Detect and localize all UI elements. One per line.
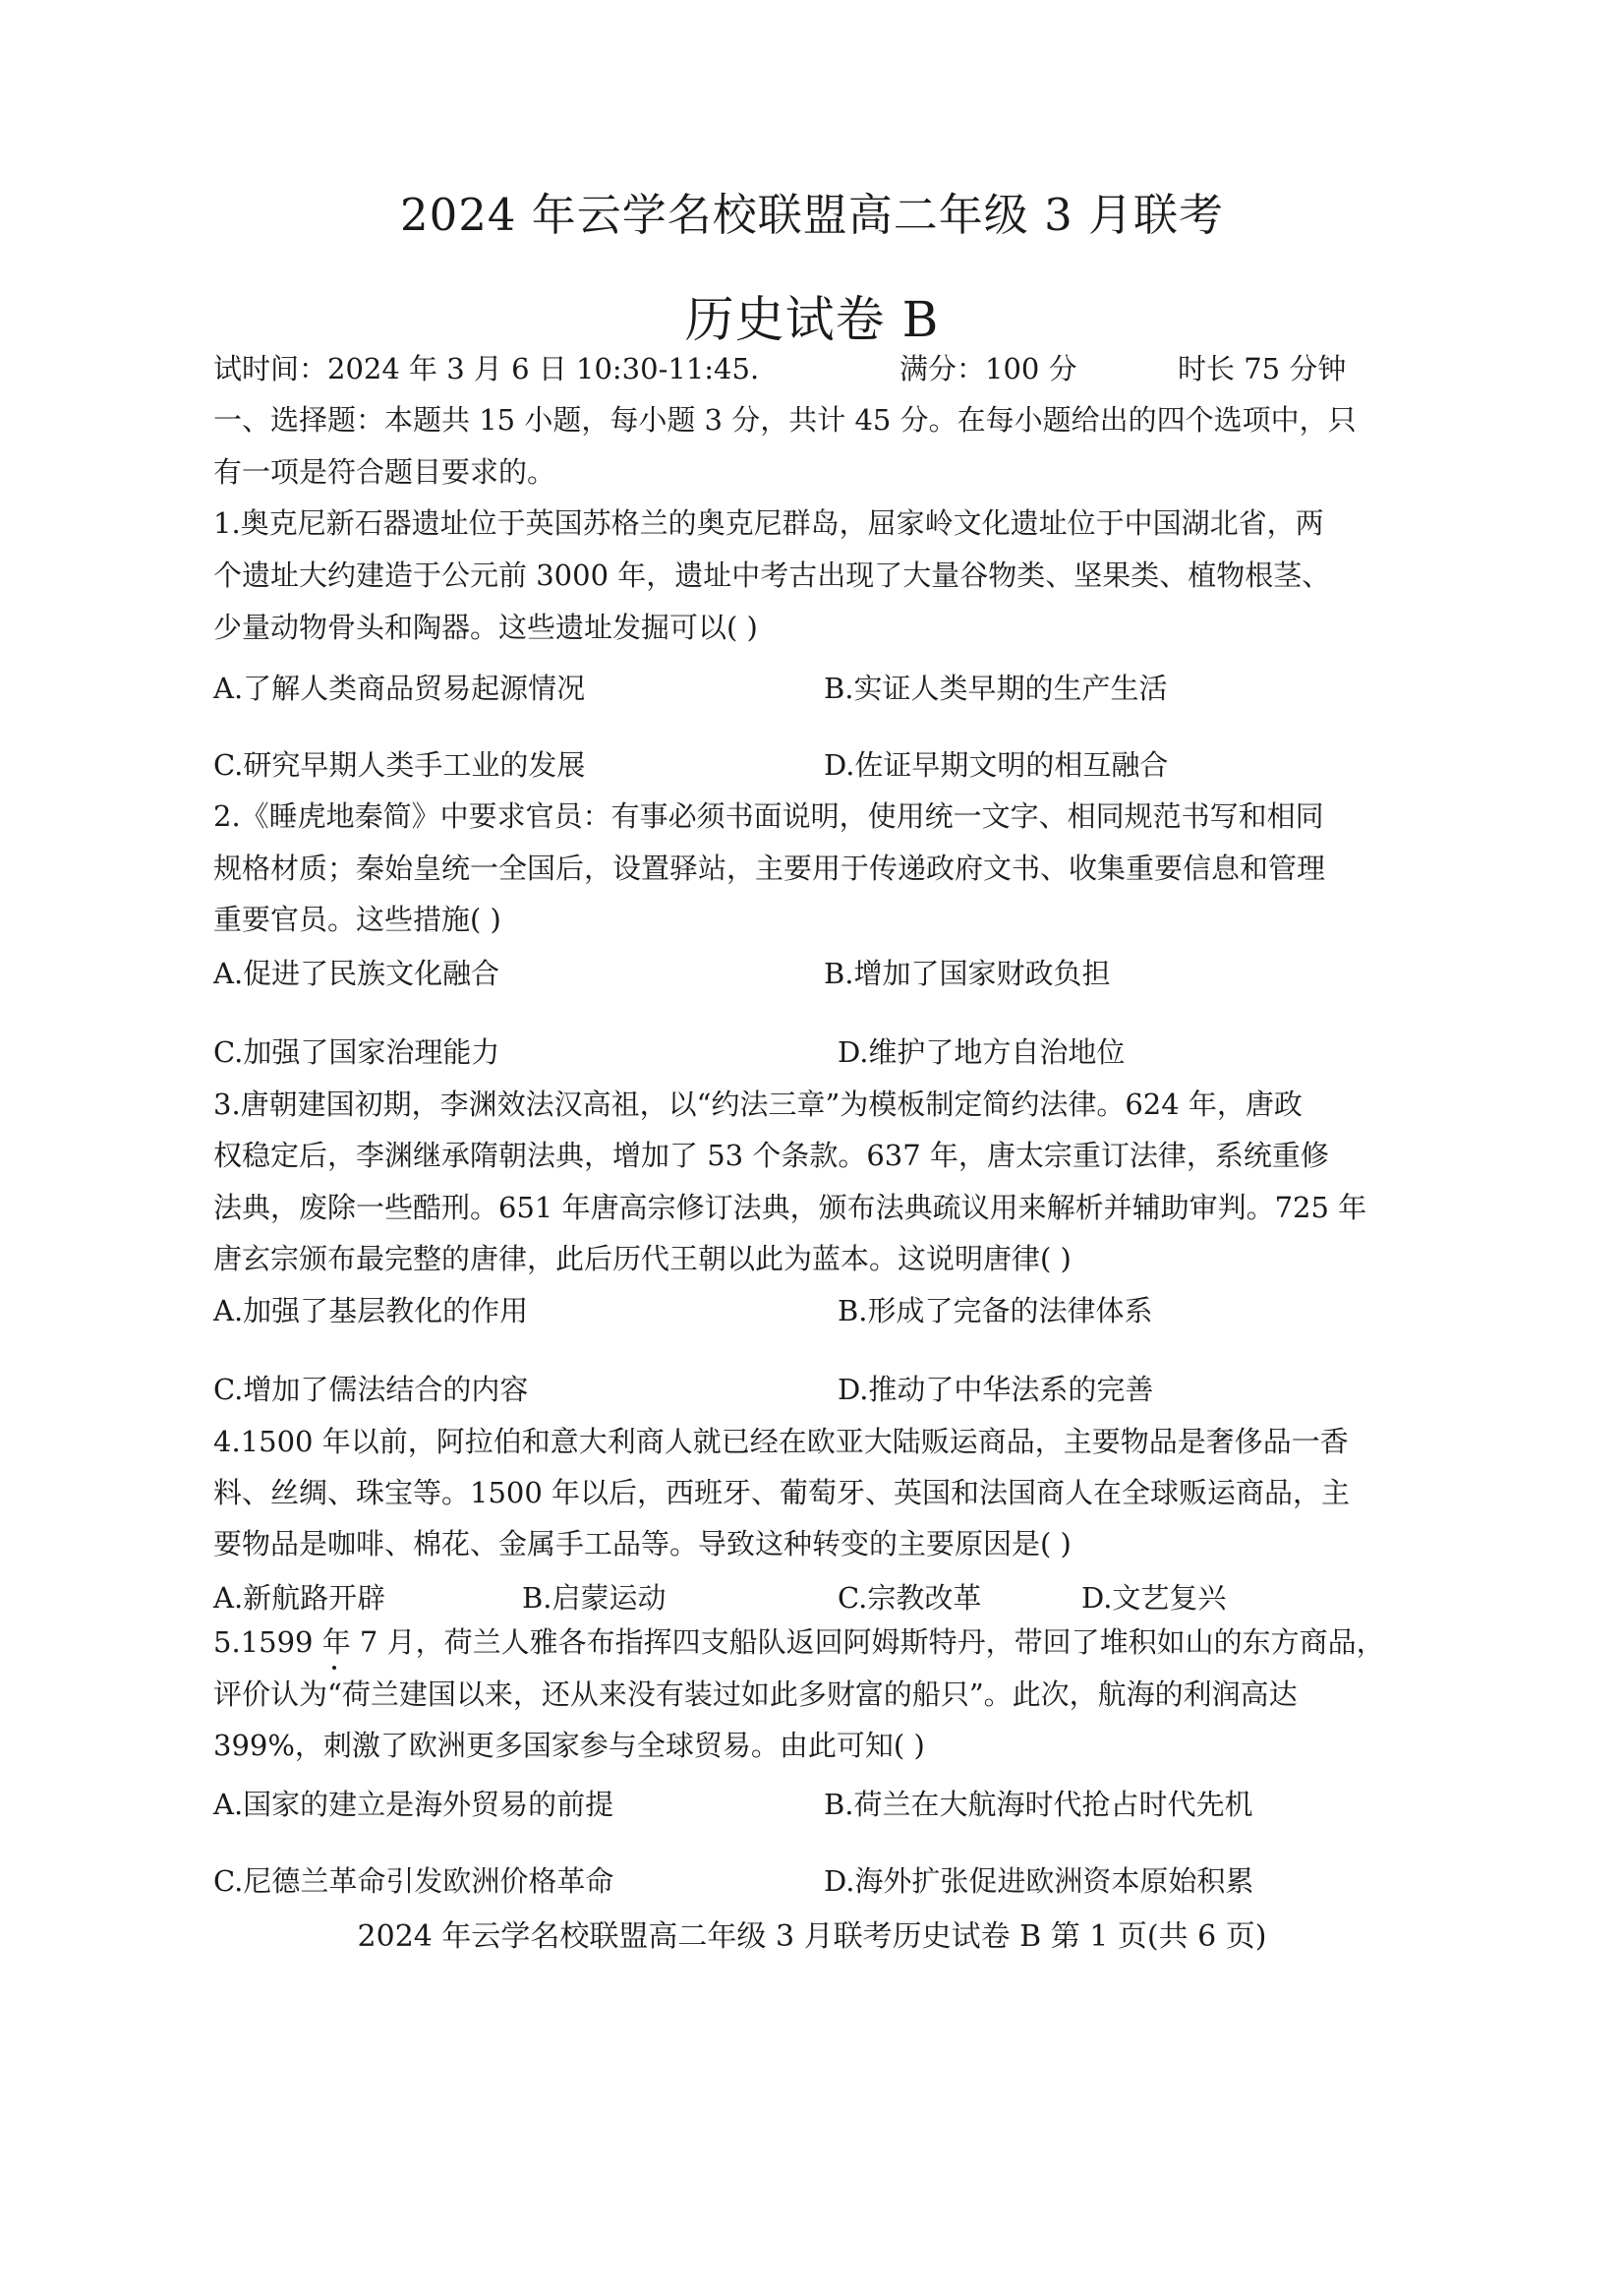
option-b: B.实证人类早期的生产生活 xyxy=(824,672,1168,705)
question-text-line: 少量动物骨头和陶器。这些遗址发掘可以( ) xyxy=(213,611,758,644)
section-instruction-line: 有一项是符合题目要求的。 xyxy=(213,455,556,489)
option-a: A.促进了民族文化融合 xyxy=(213,957,500,990)
duration: 时长 75 分钟 xyxy=(1178,352,1347,385)
option-d: D.推动了中华法系的完善 xyxy=(838,1373,1154,1406)
question-text-line: 个遗址大约建造于公元前 3000 年，遗址中考古出现了大量谷物类、坚果类、植物根茎、 xyxy=(213,559,1331,592)
page-footer: 2024 年云学名校联盟高二年级 3 月联考历史试卷 B 第 1 页(共 6 页) xyxy=(357,1919,1267,1954)
question-text-line: 重要官员。这些措施( ) xyxy=(213,903,501,936)
exam-title: 2024 年云学名校联盟高二年级 3 月联考 xyxy=(399,189,1225,241)
option-a: A.国家的建立是海外贸易的前提 xyxy=(213,1788,614,1821)
option-d: D.佐证早期文明的相互融合 xyxy=(824,748,1169,782)
full-score: 满分：100 分 xyxy=(899,352,1077,385)
question-text-line: 1.奥克尼新石器遗址位于英国苏格兰的奥克尼群岛，屈家岭文化遗址位于中国湖北省，两 xyxy=(213,506,1324,540)
exam-subtitle: 历史试卷 B xyxy=(684,291,940,348)
option-c: C.尼德兰革命引发欧洲价格革命 xyxy=(213,1864,614,1898)
question-text-line: 3.唐朝建国初期，李渊效法汉高祖，以“约法三章”为模板制定简约法律。624 年，唐政 xyxy=(213,1088,1303,1121)
option-b: B.启蒙运动 xyxy=(522,1581,667,1615)
question-text-line: 规格材质；秦始皇统一全国后，设置驿站，主要用于传递政府文书、收集重要信息和管理 xyxy=(213,852,1326,885)
question-text-line: 2.《睡虎地秦简》中要求官员：有事必须书面说明，使用统一文字、相同规范书写和相同 xyxy=(213,799,1324,833)
option-c: C.宗教改革 xyxy=(838,1581,982,1615)
option-a: A.加强了基层教化的作用 xyxy=(213,1294,529,1327)
option-d: D.海外扩张促进欧洲资本原始积累 xyxy=(824,1864,1254,1898)
option-d: D.维护了地方自治地位 xyxy=(838,1035,1126,1069)
question-text-line: 权稳定后，李渊继承隋朝法典，增加了 53 个条款。637 年，唐太宗重订法律，系统重修 xyxy=(213,1139,1329,1172)
question-text-line: 法典，废除一些酷刑。651 年唐高宗修订法典，颁布法典疏议用来解析并辅助审判。725 年 xyxy=(213,1191,1367,1224)
option-b: B.增加了国家财政负担 xyxy=(824,957,1111,990)
question-text-line: 料、丝绸、珠宝等。1500 年以后，西班牙、葡萄牙、英国和法国商人在全球贩运商品，主 xyxy=(213,1476,1351,1509)
option-a: A.了解人类商品贸易起源情况 xyxy=(213,672,586,705)
question-text-line: 5.1599 年 7 月，荷兰人雅各布指挥四支船队返回阿姆斯特丹，带回了堆积如山的东方商品， xyxy=(213,1625,1385,1659)
question-text-line: 4.1500 年以前，阿拉伯和意大利商人就已经在欧亚大陆贩运商品，主要物品是奢侈品一香 xyxy=(213,1425,1349,1458)
question-text-line: 要物品是咖啡、棉花、金属手工品等。导致这种转变的主要原因是( ) xyxy=(213,1527,1072,1560)
option-d: D.文艺复兴 xyxy=(1081,1581,1227,1615)
question-text-line: 评价认为“荷兰建国以来，还从来没有装过如此多财富的船只”。此次，航海的利润高达 xyxy=(213,1678,1298,1711)
emphasis-dot xyxy=(332,1666,336,1670)
option-a: A.新航路开辟 xyxy=(213,1581,386,1615)
option-b: B.形成了完备的法律体系 xyxy=(838,1294,1153,1327)
question-text-line: 399%，刺激了欧洲更多国家参与全球贸易。由此可知( ) xyxy=(213,1729,925,1762)
option-b: B.荷兰在大航海时代抢占时代先机 xyxy=(824,1788,1253,1821)
exam-time: 试时间：2024 年 3 月 6 日 10:30-11:45. xyxy=(213,352,760,385)
option-c: C.研究早期人类手工业的发展 xyxy=(213,748,586,782)
question-text-line: 唐玄宗颁布最完整的唐律，此后历代王朝以此为蓝本。这说明唐律( ) xyxy=(213,1242,1072,1275)
option-c: C.加强了国家治理能力 xyxy=(213,1035,500,1069)
section-instruction-line: 一、选择题：本题共 15 小题，每小题 3 分，共计 45 分。在每小题给出的四个选项中，只 xyxy=(213,403,1357,437)
option-c: C.增加了儒法结合的内容 xyxy=(213,1373,529,1406)
